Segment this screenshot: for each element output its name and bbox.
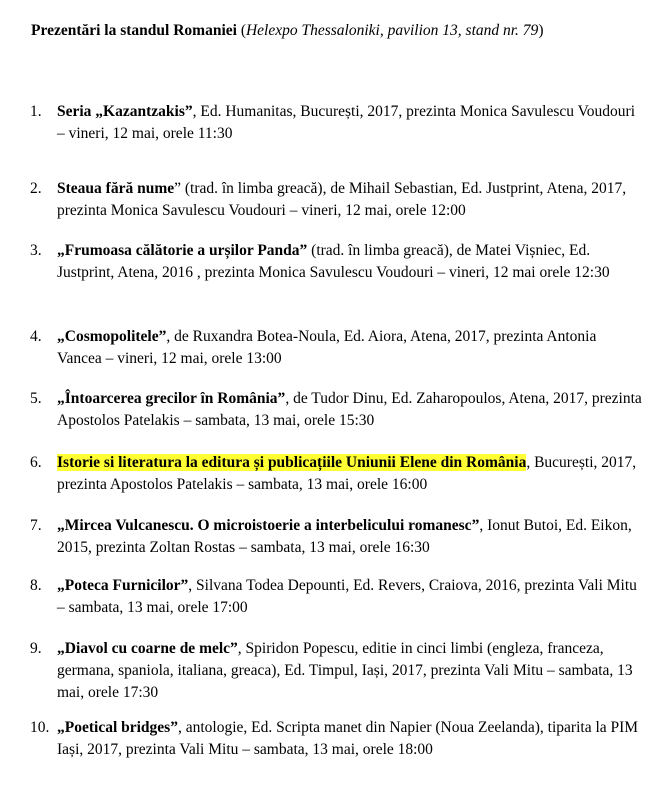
title-italic: Helexpo Thessaloniki, pavilion 13, stand nr. 79 xyxy=(245,22,539,39)
list-item xyxy=(30,515,630,559)
item-title: „Poteca Furnicilor” xyxy=(57,577,189,594)
item-details: , Ionut Butoi, Ed. Eikon, 2015, prezinta Zoltan Rostas – sambata, 13 mai, orele 16:30 xyxy=(57,517,632,556)
item-text xyxy=(57,717,642,761)
item-number: 8. xyxy=(30,577,42,594)
item-title: „Diavol cu coarne de melc” xyxy=(57,640,238,657)
item-number: 7. xyxy=(30,517,42,534)
item-number: 5. xyxy=(30,390,42,407)
list-item xyxy=(30,240,630,284)
item-text xyxy=(57,326,642,370)
item-details: , Spiridon Popescu, editie in cinci limbi (engleza, franceza, germana, spaniola, italiana, greaca), Ed. Timpul, Iași, 2017, prezinta Vali Mitu – sambata, 13 mai, orele 17:30 xyxy=(57,640,633,701)
title-open: ( xyxy=(236,22,246,39)
item-title: Seria „Kazantzakis” xyxy=(57,103,193,120)
item-number: 10. xyxy=(30,719,50,736)
item-details: , Silvana Todea Depounti, Ed. Revers, Craiova, 2016, prezinta Vali Mitu – sambata, 13 mai, orele 17:00 xyxy=(57,577,637,616)
item-text xyxy=(57,575,642,619)
title-close: ) xyxy=(538,22,544,39)
list-item xyxy=(30,178,630,222)
item-number: 4. xyxy=(30,328,42,345)
item-details: , de Tudor Dinu, Ed. Zaharopoulos, Atena, 2017, prezinta Apostolos Patelakis – sambata, 13 mai, orele 15:30 xyxy=(57,390,642,429)
item-text xyxy=(57,638,642,704)
item-title: „Frumoasa călătorie a urșilor Panda” xyxy=(57,242,308,259)
item-number: 1. xyxy=(30,103,42,120)
list-item xyxy=(30,638,633,704)
list-item xyxy=(30,452,637,496)
item-text xyxy=(57,452,642,496)
item-text xyxy=(57,178,642,222)
item-title: „Poetical bridges” xyxy=(57,719,178,736)
item-text xyxy=(57,240,642,284)
list-item xyxy=(30,101,636,145)
item-text xyxy=(57,101,642,145)
list-item xyxy=(30,326,630,370)
title-bold: Prezentări la standul Romaniei xyxy=(31,22,237,39)
list-item xyxy=(30,717,639,761)
item-title: „Întoarcerea grecilor în România” xyxy=(57,390,286,407)
item-details: , de Ruxandra Botea-Noula, Ed. Aiora, Atena, 2017, prezinta Antonia Vancea – vineri, 12 mai, orele 13:00 xyxy=(57,328,597,367)
item-details: , Ed. Humanitas, București, 2017, prezinta Monica Savulescu Voudouri – vineri, 12 mai, orele 11:30 xyxy=(57,103,636,142)
item-number: 3. xyxy=(30,242,42,259)
item-number: 9. xyxy=(30,640,42,657)
page-title xyxy=(31,20,631,42)
item-text xyxy=(57,388,642,432)
list-item xyxy=(30,388,642,432)
item-details: (trad. în limba greacă), de Matei Vișniec, Ed. Justprint, Atena, 2016 , prezinta Monica Savulescu Voudouri – vineri, 12 mai orele 12:30 xyxy=(57,242,610,281)
item-title: „Mircea Vulcanescu. O microistoerie a interbelicului romanesc” xyxy=(57,517,480,534)
item-details: ” (trad. în limba greacă), de Mihail Sebastian, Ed. Justprint, Atena, 2017, prezinta Monica Savulescu Voudouri – vineri, 12 mai, orele 12:00 xyxy=(57,180,627,219)
item-number: 2. xyxy=(30,180,42,197)
item-text xyxy=(57,515,642,559)
item-title: „Cosmopolitele” xyxy=(57,328,167,345)
item-title-highlighted: Istorie si literatura la editura și publicațiile Uniunii Elene din România xyxy=(57,454,527,471)
item-details: , București, 2017, prezinta Apostolos Patelakis – sambata, 13 mai, orele 16:00 xyxy=(57,454,637,493)
list-item xyxy=(30,575,637,619)
item-details: , antologie, Ed. Scripta manet din Napier (Noua Zeelanda), tiparita la PIM Iași, 2017, prezinta Vali Mitu – sambata, 13 mai, orele 18:00 xyxy=(57,719,639,758)
item-title: Steaua fără nume xyxy=(57,180,175,197)
item-number: 6. xyxy=(30,454,42,471)
